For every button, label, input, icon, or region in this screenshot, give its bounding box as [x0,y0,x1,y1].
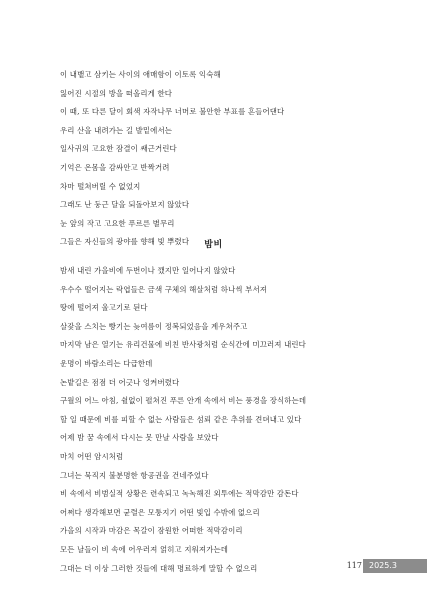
poem-line: 가을의 시작과 마감은 목갈이 잠원한 어떠한 적막감이리 [60,526,243,536]
poem-line: 살갗을 스치는 빵기는 늦여름이 정복되었음을 계우쳐주고 [60,321,248,331]
poem-body [60,262,400,578]
page-number: 117 [346,561,362,570]
poem-line: 모든 날들이 비 속에 어우러져 얽히고 지워져가는데 [60,544,229,554]
poem-line: 일사귀의 고요한 잠결이 쌔근거린다 [60,144,177,154]
poem-line: 우수수 떨어지는 락엽들은 금색 구체의 해살처럼 하나씩 부서져 [60,284,268,294]
poem-line: 비 속에서 비범실적 상황은 련속되고 녹녹해진 외투에는 적막감만 감돈다 [60,489,299,499]
poem-line: 밤새 내린 가을비에 두번이나 깼지만 일어나지 않았다 [60,266,236,275]
poem-title: 밤비 [204,240,223,250]
poem-line: 어쩌다 생각해보면 균렬은 모퉁지기 어떤 빛입 수밖에 없으리 [60,507,260,517]
poem-line: 기억은 온몸을 감싸안고 반짝거려 [60,162,170,172]
poem-line: 어제 밤 꿈 속에서 다시는 못 만날 사람을 보았다 [60,433,219,443]
poem-line: 그들은 자신들의 광야를 향해 빛 뿌렸다 [60,237,190,247]
poem-line: 운명이 바람소리는 다급한데 [60,358,153,368]
poem-line: 그래도 난 둥근 달을 되돌아보지 않았다 [60,200,190,210]
poem-line: 눈 앞의 작고 고요한 푸르른 별무리 [60,218,175,228]
poem-line: 잃어진 시절의 방을 떠올리게 한다 [60,88,173,98]
poem-line: 그대는 더 이상 그러한 것들에 대해 명료하게 말할 수 없으리 [60,563,258,573]
poem-line: 우리 산을 내려가는 길 발밑에서는 [60,125,173,135]
poem-line: 차마 떨쳐버릴 수 없었지 [60,181,141,191]
poem-line: 이 내뱉고 삼키는 사이의 애매함이 이토록 익숙해 [60,70,221,79]
page-footer [0,559,427,573]
poem-line: 마치 어떤 암시처럼 [60,451,124,461]
poem-line: 그녀는 묵직지 불분명한 항공권을 건네주었다 [60,470,209,480]
poem-line: 논밭길은 점점 더 어긋나 엉켜버렸다 [60,377,180,387]
poem-line: 땅에 떨어져 울고기로 된다 [60,303,148,313]
poem-stanza-continued [60,66,400,252]
poem-line: 이 때, 또 다른 달이 회색 자작나무 너머로 불안한 부표를 흔들어댄다 [60,107,285,117]
poem-line: 할 일 때문에 비를 피할 수 없는 사람들은 섬뢰 같은 추위를 견뎌내고 있다 [60,414,302,424]
issue-label: 2025.3 [363,559,427,573]
poem-line: 마지막 남은 열기는 유리건물에 비친 반사광처럼 순식간에 미끄러져 내린다 [60,340,306,350]
poem-line: 구월의 어느 아침, 쉴없이 펼쳐진 푸른 안개 속에서 비는 풍경을 장식하는데 [60,396,307,406]
